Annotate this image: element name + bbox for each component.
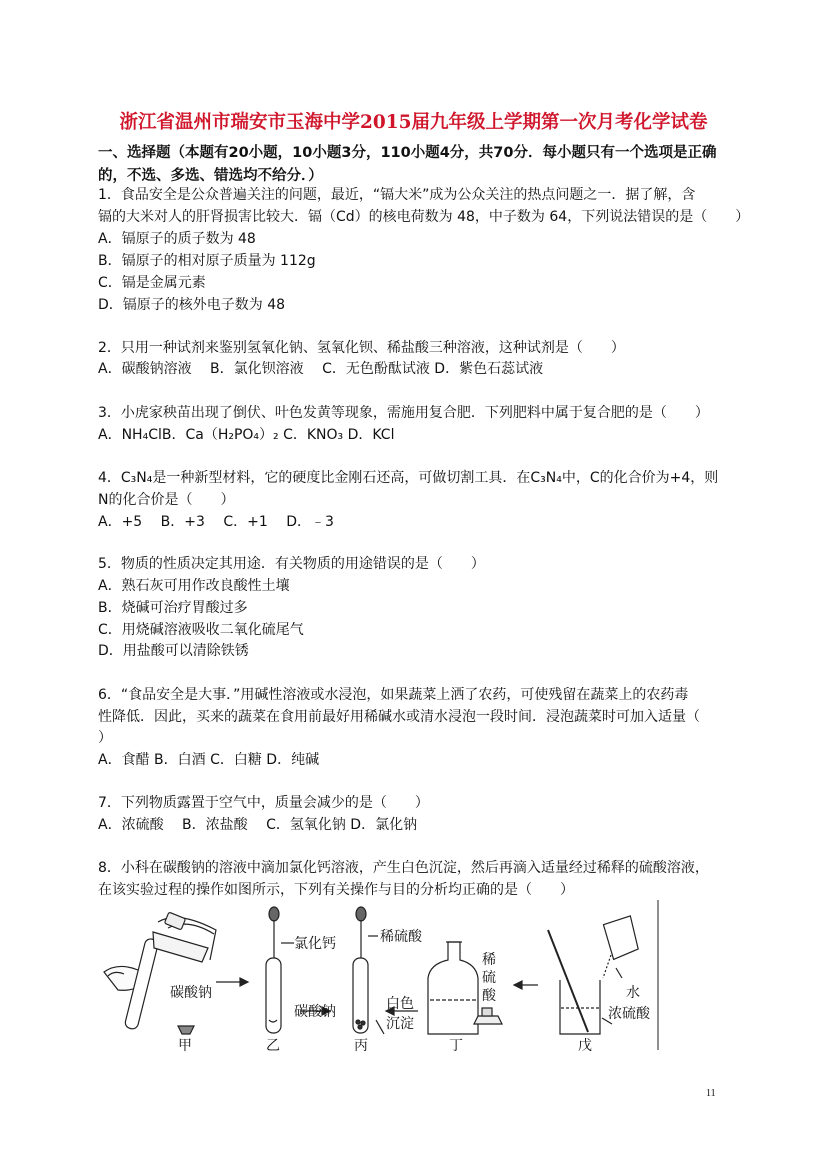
label-sodium-carbonate-jia: 碳酸钠 xyxy=(170,985,212,1001)
page-number: 11 xyxy=(706,1088,716,1099)
section-heading-line2: 的，不选、多选、错选均不给分．） xyxy=(98,168,323,184)
label-dilute-sulfuric-bing: 稀硫酸 xyxy=(380,929,422,945)
q8-stem-line1: 8．小科在碳酸钠的溶液中滴加氯化钙溶液，产生白色沉淀，然后再滴入适量经过稀释的硫酸溶液， xyxy=(98,860,709,876)
label-sodium-carbonate-yi: 碳酸钠 xyxy=(294,1004,336,1020)
q5-stem: 5．物质的性质决定其用途．有关物质的用途错误的是（ ） xyxy=(98,556,485,572)
q2-stem: 2．只用一种试剂来鉴别氢氧化钠、氢氧化钡、稀盐酸三种溶液，这种试剂是（ ） xyxy=(98,340,625,356)
label-wu: 戊 xyxy=(578,1038,592,1054)
q4-options: A．+5 B．+3 C．+1 D．﹣3 xyxy=(98,514,334,530)
step-wu-illustration xyxy=(548,900,658,1050)
q5-option-c: C．用烧碱溶液吸收二氧化硫尾气 xyxy=(98,622,304,638)
step-jia-illustration xyxy=(104,912,216,1034)
experiment-figure xyxy=(98,900,668,1060)
q5-option-b: B．烧碱可治疗胃酸过多 xyxy=(98,600,248,616)
q1-option-b: B．镉原子的相对原子质量为 112g xyxy=(98,253,316,269)
q5-option-a: A．熟石灰可用作改良酸性土壤 xyxy=(98,578,290,594)
q3-options: A．NH₄ClB．Ca（H₂PO₄）₂ C．KNO₃ D．KCl xyxy=(98,427,395,443)
q1-option-c: C．镉是金属元素 xyxy=(98,275,206,291)
q1-stem-line1: 1．食品安全是公众普遍关注的问题，最近，“镉大米”成为公众关注的热点问题之一．据了解，含 xyxy=(98,187,696,203)
q6-stem-line3: ） xyxy=(98,730,112,746)
step-yi-illustration xyxy=(266,907,294,1033)
q2-options: A．碳酸钠溶液 B．氯化钡溶液 C．无色酚酞试液 D．紫色石蕊试液 xyxy=(98,361,544,377)
q7-options: A．浓硫酸 B．浓盐酸 C．氢氧化钠 D．氯化钠 xyxy=(98,817,418,833)
q4-stem-line2: N的化合价是（ ） xyxy=(98,492,235,508)
label-dilute-v2: 硫 xyxy=(482,970,496,986)
q6-options: A．食醋 B．白酒 C．白糖 D．纯碱 xyxy=(98,752,320,768)
q5-option-d: D．用盐酸可以清除铁锈 xyxy=(98,643,249,659)
label-white-1: 白色 xyxy=(386,996,414,1012)
q1-option-a: A．镉原子的质子数为 48 xyxy=(98,231,256,247)
label-dilute-v3: 酸 xyxy=(482,988,496,1004)
step-bing-illustration xyxy=(353,907,378,1033)
section-heading-line1: 一、选择题（本题有20小题，10小题3分，110小题4分，共70分．每小题只有一个选项是正确 xyxy=(98,145,717,161)
label-calcium-chloride: 氯化钙 xyxy=(294,936,336,952)
label-dilute-v1: 稀 xyxy=(482,952,496,968)
label-white-2: 沉淀 xyxy=(386,1016,414,1032)
q6-stem-line2: 性降低．因此，买来的蔬菜在食用前最好用稀碱水或清水浸泡一段时间．浸泡蔬菜时可加入适量（ xyxy=(98,709,700,725)
q1-option-d: D．镉原子的核外电子数为 48 xyxy=(98,297,286,313)
q4-stem-line1: 4．C₃N₄是一种新型材料，它的硬度比金刚石还高，可做切割工具．在C₃N₄中，C的化合价为+4，则 xyxy=(98,470,719,486)
label-bing: 丙 xyxy=(354,1038,368,1054)
label-conc-sulfuric: 浓硫酸 xyxy=(608,1006,650,1022)
label-yi: 乙 xyxy=(266,1038,280,1054)
label-jia: 甲 xyxy=(178,1038,192,1054)
q8-stem-line2: 在该实验过程的操作如图所示，下列有关操作与目的分析均正确的是（ ） xyxy=(98,882,574,898)
q1-stem-line2: 镉的大米对人的肝肾损害比较大．镉（Cd）的核电荷数为 48，中子数为 64，下列说法错误的是（ ） xyxy=(98,209,750,225)
label-water: 水 xyxy=(626,985,640,1001)
q3-stem: 3．小虎家秧苗出现了倒伏、叶色发黄等现象，需施用复合肥．下列肥料中属于复合肥的是（ ） xyxy=(98,405,709,421)
q6-stem-line1: 6．“食品安全是大事．”用碱性溶液或水浸泡，如果蔬菜上洒了农药，可使残留在蔬菜上的农药毒 xyxy=(98,687,689,703)
label-ding: 丁 xyxy=(449,1038,463,1054)
q7-stem: 7．下列物质露置于空气中，质量会减少的是（ ） xyxy=(98,795,429,811)
page-title: 浙江省温州市瑞安市玉海中学2015届九年级上学期第一次月考化学试卷 xyxy=(119,112,708,133)
